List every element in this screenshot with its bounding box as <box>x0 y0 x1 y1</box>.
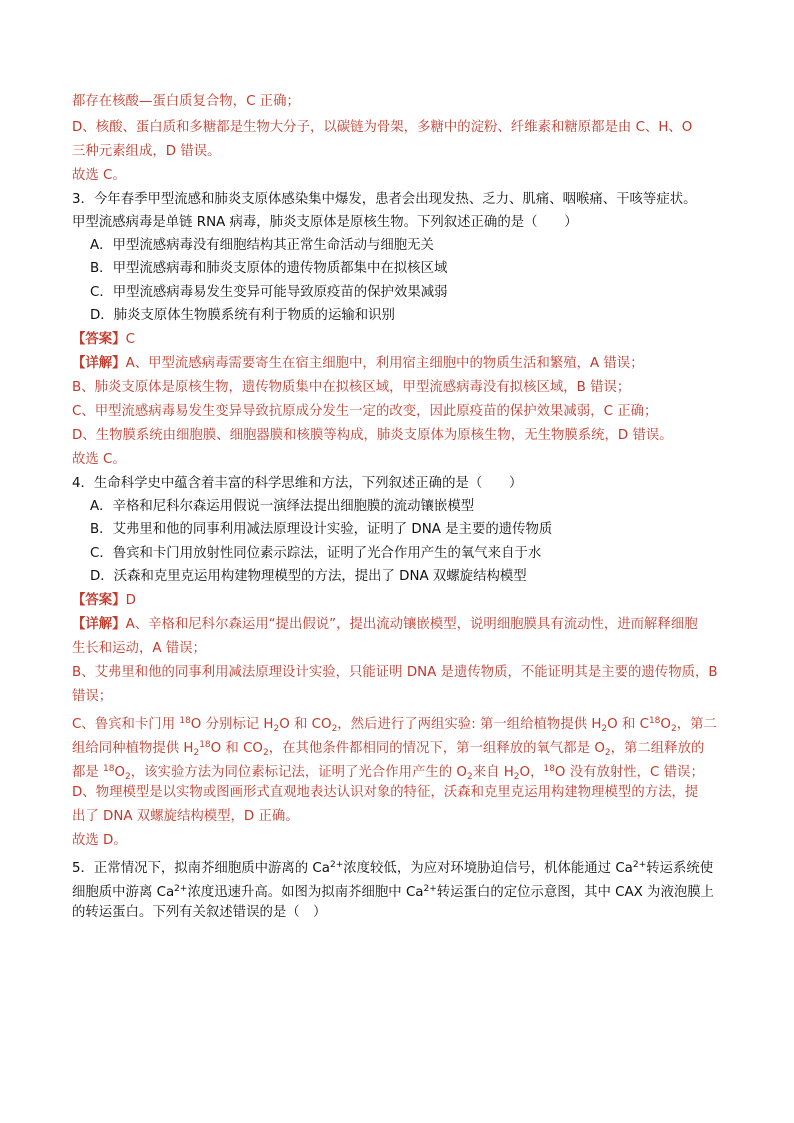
q3-option-a: A．甲型流感病毒没有细胞结构其正常生命活动与细胞无关 <box>90 238 434 253</box>
text: 浓度迅速升高。如图为拟南芥细胞中 Ca <box>187 885 424 900</box>
q4-detail-line: 错误； <box>72 689 113 704</box>
text: 细胞质中游离 Ca <box>72 885 175 900</box>
sub: 2 <box>273 724 280 734</box>
text: ，在其他条件都相同的情况下，第一组释放的氧气都是 O <box>268 741 605 756</box>
text: ，该实验方法为同位素标记法，证明了光合作用产生的 O <box>130 765 467 780</box>
sup: 2+ <box>174 884 188 894</box>
q3-option-c: C．甲型流感病毒易发生变异可能导致原疫苗的保护效果减弱 <box>90 285 448 300</box>
sup: 2+ <box>632 860 647 870</box>
text: ，然后进行了两组实验: 第一组给植物提供 H <box>337 717 602 732</box>
sup: 18 <box>179 716 191 726</box>
text: O <box>660 717 671 732</box>
text: 转运系统使 <box>646 861 714 876</box>
q3-detail-line: D、生物膜系统由细胞膜、细胞器膜和核膜等构成，肺炎支原体为原核生物，无生物膜系统，D 错误。 <box>72 428 673 443</box>
q4-option-b: B．艾弗里和他的同事利用减法原理设计实验，证明了 DNA 是主要的遗传物质 <box>90 522 553 537</box>
sub: 2 <box>466 772 473 782</box>
q2-detail-line: D、核酸、蛋白质和多糖都是生物大分子，以碳链为骨架，多糖中的淀粉、纤维素和糖原都是由 C、H、O <box>72 120 693 135</box>
text: O 和 CO <box>279 717 332 732</box>
q2-detail-line: 都存在核酸—蛋白质复合物，C 正确； <box>72 94 300 109</box>
q5-stem-line: 的转运蛋白。下列有关叙述错误的是（ ） <box>72 905 327 920</box>
sub: 2 <box>601 724 608 734</box>
text: ，第二组释放的 <box>610 741 705 756</box>
text: O 没有放射性，C 错误； <box>554 765 704 780</box>
q3-option-b: B．甲型流感病毒和肺炎支原体的遗传物质都集中在拟核区域 <box>90 261 448 276</box>
q5-stem-line <box>72 879 714 903</box>
sub: 2 <box>331 724 338 734</box>
q4-detail-line: 出了 DNA 双螺旋结构模型，D 正确。 <box>72 809 299 824</box>
answer-tag: 【答案】 <box>72 332 126 347</box>
sup: 18 <box>103 764 115 774</box>
sup: 18 <box>648 716 661 726</box>
q3-answer <box>72 330 135 350</box>
sup: 2+ <box>329 860 344 870</box>
q3-detail-line: C、甲型流感病毒易发生变异导致抗原成分发生一定的改变，因此原疫苗的保护效果减弱，C 正确； <box>72 404 658 419</box>
q3-stem: 3．今年春季甲型流感和肺炎支原体感染集中爆发，患者会出现发热、乏力、肌痛、咽喉痛、干咳等症状。 <box>72 192 697 207</box>
text: 5．正常情况下，拟南芥细胞质中游离的 Ca <box>72 861 330 876</box>
q4-detail-line: B、艾弗里和他的同事利用减法原理设计实验，只能证明 DNA 是遗传物质，不能证明其是主要的遗传物质，B <box>72 665 718 680</box>
sub: 2 <box>670 724 677 734</box>
text: 组给同种植物提供 H <box>72 741 194 756</box>
text: C、鲁宾和卡门用 <box>72 717 180 732</box>
q2-conclusion: 故选 C。 <box>72 168 126 183</box>
q4-detail-line: D、物理模型是以实物或图画形式直观地表达认识对象的特征，沃森和克里克运用构建物理模型的方法，提 <box>72 785 699 800</box>
detail-line: A、甲型流感病毒需要寄生在宿主细胞中，利用宿主细胞中的物质生活和繁殖，A 错误； <box>125 356 644 371</box>
q5-stem-line <box>72 855 713 879</box>
sup: 18 <box>543 764 555 774</box>
q4-option-a: A．辛格和尼科尔森运用假说一演绎法提出细胞膜的流动镶嵌模型 <box>90 499 475 514</box>
q4-detail-line: 生长和运动，A 错误； <box>72 641 206 656</box>
text: O 和 CO <box>210 741 263 756</box>
detail-line: A、辛格和尼科尔森运用“提出假说”，提出流动镶嵌模型，说明细胞膜具有流动性，进而解释细胞 <box>125 617 698 632</box>
answer-value: D <box>125 593 136 608</box>
q4-option-d: D．沃森和克里克运用构建物理模型的方法，提出了 DNA 双螺旋结构模型 <box>90 569 527 584</box>
text: O 和 C <box>607 717 649 732</box>
detail-tag: 【详解】 <box>72 617 126 632</box>
q3-conclusion: 故选 C。 <box>72 452 126 467</box>
text: 浓度较低，为应对环境胁迫信号，机体能通过 Ca <box>343 861 633 876</box>
text: O 分别标记 H <box>190 717 274 732</box>
q3-detail-line: B、肺炎支原体是原核生物，遗传物质集中在拟核区域，甲型流感病毒没有拟核区域，B 错误； <box>72 380 631 395</box>
text: O， <box>519 765 544 780</box>
q4-stem: 4．生命科学史中蕴含着丰富的科学思维和方法，下列叙述正确的是（ ） <box>72 476 523 491</box>
q3-detail <box>72 354 644 374</box>
sub: 2 <box>125 772 131 782</box>
q3-option-d: D．肺炎支原体生物膜系统有利于物质的运输和识别 <box>90 308 395 323</box>
sub: 2 <box>513 772 520 782</box>
text: ，第二 <box>676 717 717 732</box>
sup: 2+ <box>423 884 437 894</box>
text: 来自 H <box>472 765 514 780</box>
q4-option-c: C．鲁宾和卡门用放射性同位素示踪法，证明了光合作用产生的氧气来自于水 <box>90 546 542 561</box>
q2-detail-line: 三种元素组成，D 错误。 <box>72 144 221 159</box>
answer-tag: 【答案】 <box>72 593 126 608</box>
text: 都是 <box>72 765 104 780</box>
text: O <box>114 765 126 780</box>
sup: 18 <box>199 740 211 750</box>
detail-tag: 【详解】 <box>72 356 126 371</box>
q4-conclusion: 故选 D。 <box>72 833 127 848</box>
sub: 2 <box>262 748 269 758</box>
q4-detail <box>72 615 698 635</box>
sub: 2 <box>604 748 611 758</box>
text: 转运蛋白的定位示意图，其中 CAX 为液泡膜上 <box>436 885 715 900</box>
answer-value: C <box>125 332 135 347</box>
q3-stem: 甲型流感病毒是单链 RNA 病毒，肺炎支原体是原核生物。下列叙述正确的是（ ） <box>72 215 578 230</box>
sub: 2 <box>193 748 200 758</box>
q4-answer <box>72 591 136 611</box>
